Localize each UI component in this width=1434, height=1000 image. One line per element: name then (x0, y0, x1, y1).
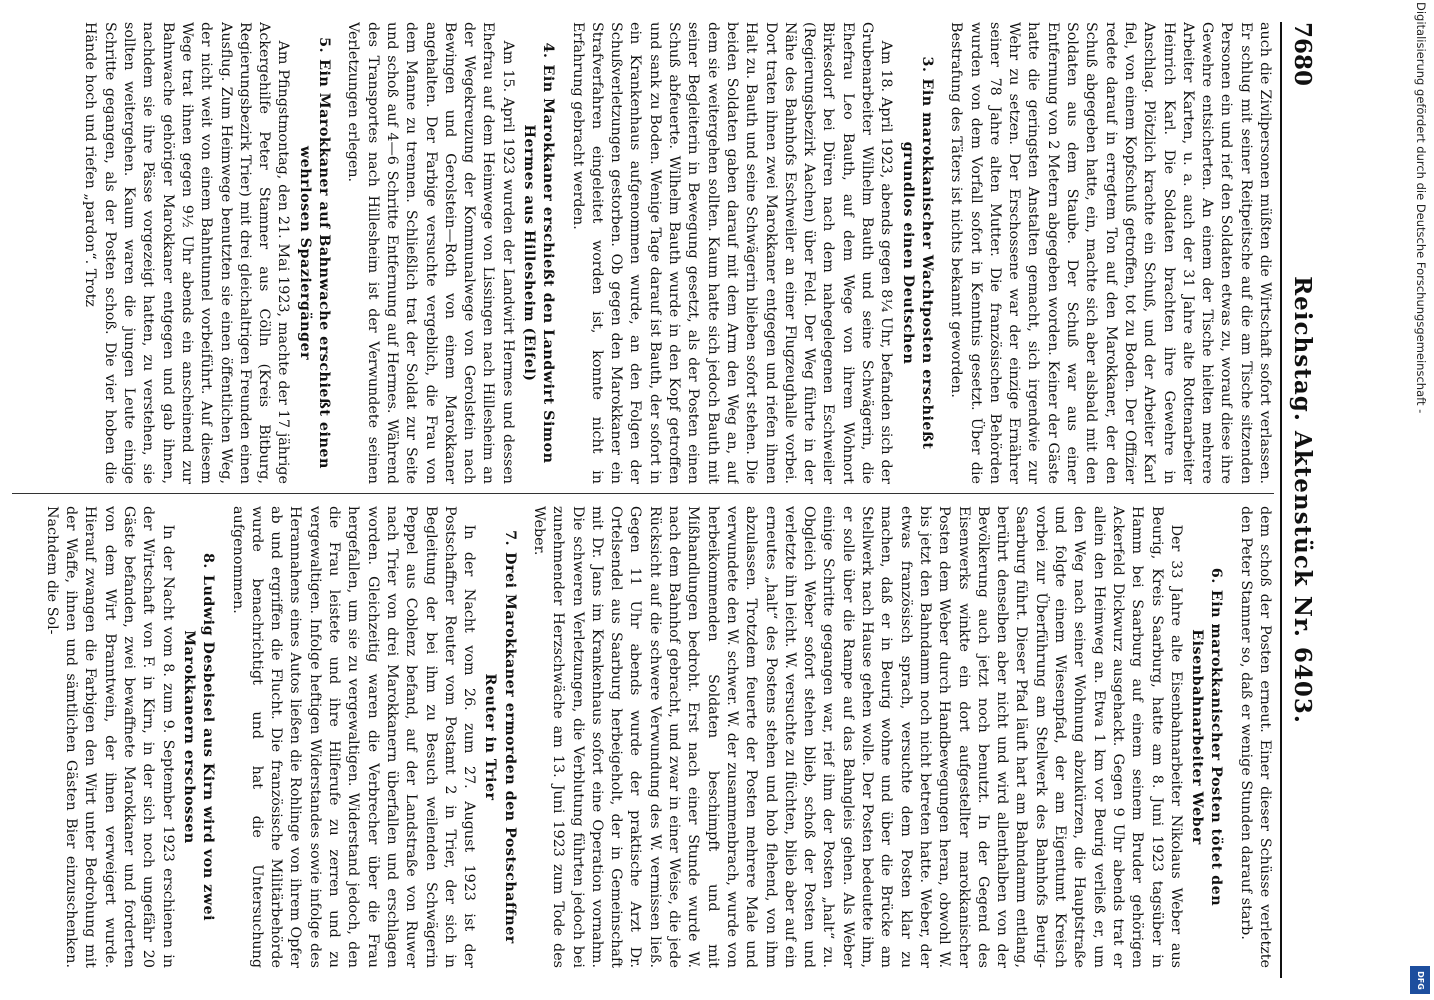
left-column (12, 22, 1274, 484)
paragraph: In der Nacht vom 26. zum 27. August 1923 ist der Postschaffner Reuter vom Postamt 2 in Trier, der sich in Begleitung der bei ihm zu Besuch weilenden Schwägerin Peppel aus Coblenz befand, auf der Landstraße von Ruwer nach Trier von drei Marokkanern überfallen und erschlagen worden. Gleichzeitig waren die Verbrecher über die Frau hergefallen, um sie zu vergewaltigen. Widerstand jedoch, den die Frau leistete und ihre Hilferufe zu zerren und zu vergewaltigen. Infolge heftigen Widerstandes sowie infolge des Herannahens eines Autos ließen die Rohlinge von ihrem Opfer ab und ergriffen die Flucht. Die französische Militärbehörde wurde benachrichtigt und hat die Untersuchung aufgenommen. (229, 506, 478, 968)
section-heading (294, 22, 333, 484)
section-heading (519, 22, 558, 484)
section-heading (1187, 506, 1226, 968)
section-number: 4. (540, 42, 557, 59)
right-column (12, 506, 1274, 968)
section-title: Ein marokkanischer Wachtposten erschießt grundlos einen Deutschen (899, 78, 935, 450)
section-heading (480, 506, 519, 968)
section-title: Ein marokkanischer Posten tötet den Eisenbahnarbeiter Weber (1189, 589, 1225, 907)
section-heading (179, 506, 218, 968)
section-title: Drei Marokkaner ermorden den Postschaffner Reuter in Trier (482, 552, 518, 944)
paragraph: dem schoß der Posten erneut. Einer dieser Schüsse verletzte den Peter Stamner so, daß er wenige Stunden darauf starb. (1237, 506, 1273, 968)
section-title: Ein Marokkaner erschießt den Landwirt Simon Hermes aus Hillesheim (Eifel) (521, 64, 557, 464)
dfg-logo (1410, 966, 1430, 994)
paragraph: Am 18. April 1923, abends gegen 8¼ Uhr, befanden sich der Grubenarbeiter Wilhelm Bauth und seine Schwägerin, die Ehefrau Leo Bauth, auf dem Wege von ihrem Wohnort Birkesdorf bei Düren nach dem nahegelegenen Eschweiler (Regierungsbezirk Aachen) über Feld. Der Weg führte in der Nähe des Bahnhofs Eschweiler an einer Flugzeughalle vorbei. Dort traten ihnen zwei Marokkaner entgegen und riefen ihnen Halt zu. Bauth und seine Schwägerin blieben sofort stehen. Die beiden Soldaten gaben darauf mit dem Arm den Weg an, auf dem sie weitergehen sollten. Kaum hatte sich jedoch Bauth mit seiner Begleiterin in Bewegung gesetzt, als der Posten einen Schuß abfeuerte. Wilhelm Bauth wurde in den Kopf getroffen und sank zu Boden. Wenige Tage darauf ist Bauth, der sofort in ein Krankenhaus aufgenommen wurde, an den Folgen der Schußverletzungen gestorben. Ob gegen den Marokkaner ein Strafverfahren eingeleitet worden ist, konnte nicht in Erfahrung gebracht werden. (569, 22, 895, 484)
paragraph: Der 33 Jahre alte Eisenbahnarbeiter Nikolaus Weber aus Beurig, Kreis Saarburg, hatte am 8. Juni 1923 tagsüber in Hamm bei Saarburg auf einem seinem Bruder gehörigen Ackerfeld Dickwurz ausgehackt. Gegen 9 Uhr abends trat er allein den Heimweg an. Etwa 1 km vor Beurig verließ er, um den Weg nach seiner Wohnung abzukürzen, die Hauptstraße und folgte einem Wiesenpfad, der am Eigentumt Kreisch vorbei zur Überführung am Stellwerk des Bahnhofs Beurig-Saarburg führt. Dieser Pfad läuft hart am Bahndamm entlang, berührt denselben aber nicht und wird allenthalben von der Bevölkerung auch jetzt noch benutzt. In der Gegend des Eisenwerks winkte ein dort aufgestellter marokkanischer Posten dem Weber durch Handbewegungen heran, obwohl W. bis jetzt den Bahndamm noch nicht betreten hatte. Weber, der etwas französisch sprach, versuchte dem Posten klar zu machen, daß er in Beurig wohne und über die Brücke am Stellwerk nach Hause gehen wolle. Der Posten bedeutete ihm, er solle über die Rampe auf das Bahngleis gehen. Als Weber einige Schritte gegangen war, rief ihm der Posten „halt“ zu. Obgleich Weber sofort stehen blieb, schoß der Posten und verletzte ihn leicht. W. versuchte zu flüchten, blieb aber auf ein erneutes „halt“ des Postens stehen und hob flehend, von ihm abzulassen. Trotzdem feuerte der Posten mehrere Male und verwundete den W. schwer. W. der zusammenbrach, wurde von herbeikommenden Soldaten beschimpft und mit Mißhandlungen bedroht. Erst nach einer Stunde wurde W. nach dem Bahnhof gebracht, und zwar in einer Weise, die jede Rücksicht auf die schwere Verwundung des W. vermissen ließ. Gegen 11 Uhr abends wurde der praktische Arzt Dr. Ortelsendel aus Saarburg herbeigeholt, der in Gemeinschaft mit Dr. Jans im Krankenhaus sofort eine Operation vornahm. Die schweren Verletzungen, die Verblutung führten jedoch bei zunehmender Herzschwäche am 13. Juni 1923 zum Tode des Weber. (531, 506, 1184, 968)
page-number: 7680 (1289, 22, 1316, 87)
section-heading (897, 22, 936, 484)
section-number: 7. (501, 530, 518, 547)
paragraph: auch die Zivilpersonen müßten die Wirtschaft sofort verlassen. Er schlug mit seiner Reitpeitsche auf die am Tische sitzenden Personen ein und rief den Soldaten etwas zu, worauf diese ihre Gewehre entsicherten. An einem der Tische hielten mehrere Arbeiter Karten, u. a. auch der 31 Jahre alte Rottenarbeiter Heinrich Karl. Die Soldaten brachten ihre Gewehre in Anschlag. Plötzlich krachte ein Schuß, und der Arbeiter Karl fiel, von einem Kopfschuß getroffen, tot zu Boden. Der Offizier redete darauf in erregtem Ton auf den Marokkaner, der den Schuß abgegeben hatte, ein, machte sich aber alsbald mit den Soldaten aus dem Staube. Der Schuß war aus einer Entfernung von 2 Metern abgegeben worden. Keiner der Gäste hatte die geringsten Anstalten gemacht, sich irgendwie zur Wehr zu setzen. Der Erschossene war der einzige Ernährer seiner 78 Jahre alten Mutter. Die französischen Behörden wurden von dem Vorfall sofort in Kenntnis gesetzt. Über die Bestrafung des Täters ist nichts bekannt geworden. (948, 22, 1273, 484)
section-number: 8. (200, 552, 217, 569)
digitization-credit: Digitalisierung gefördert durch die Deutsche Forschungsgemeinschaft - (1414, 2, 1428, 414)
column-divider (12, 493, 1274, 494)
dfg-logo-text: DFG (1415, 970, 1425, 990)
section-number: 3. (918, 56, 935, 73)
paragraph: In der Nacht vom 8. zum 9. September 1923 erschienen in der Wirtschaft von F. in Kirn, in der sich noch ungefähr 20 Gäste befanden, zwei bewaffnete Marokkaner und forderten von dem Wirt Branntwein, der ihnen verweigert wurde. Hierauf zwangen die Farbigen den Wirt unter Bedrohung mit der Waffe, ihnen und sämtlichen Gästen Bier einzuschenken. Nachdem die Sol- (43, 506, 176, 968)
section-title: Ein Marokkaner auf Bahnwache erschießt einen wehrlosen Spaziergänger (296, 59, 333, 469)
running-title: Reichstag. Aktenstück Nr. 6403. (1289, 276, 1316, 724)
header-rule (1280, 22, 1282, 978)
page-header (1286, 22, 1316, 978)
paragraph: Am 15. April 1923 wurden der Landwirt Hermes und dessen Ehefrau auf dem Heimwege von Lissingen nach Hillesheim an der Wegekreuzung der Kommunalwege von Gerolstein nach Bewingen und Gerolstein—Roth von einem Marokkaner angehalten. Der Farbige versuchte vergeblich, die Frau von dem Manne zu trennen. Schließlich trat der Soldat zur Seite und schoß auf 4—6 Schritte Entfernung auf Hermes. Während des Transportes nach Hillesheim ist der Verwundete seinen Verletzungen erlegen. (345, 22, 516, 484)
section-number: 6. (1208, 567, 1225, 584)
section-number: 5. (316, 37, 333, 54)
section-title: Ludwig Desbeisel aus Kirn wird von zwei Marokkanern erschossen (180, 574, 217, 922)
paragraph: Am Pfingstmontag, den 21. Mai 1923, machte der 17 jährige Ackergehilfe Peter Stamner aus Cölln (Kreis Bitburg, Regierungsbezirk Trier) mit drei gleichaltrigen Freunden einen Ausflug. Zum Heimwege benutzten sie einen öffentlichen Weg, der nicht weit von einem Bahntunnel vorbeiführt. Auf diesem Wege trat ihnen gegen 9½ Uhr abends ein anscheinend zur Bahnwache gehöriger Marokkaner entgegen und gab ihnen, nachdem sie ihre Pässe vorgezeigt hatten, zu verstehen, sie sollten weitergehen. Kaum waren die jungen Leute einige Schritte gegangen, als der Posten schoß. Die vier hoben die Hände hoch und riefen „pardon“. Trotz (82, 22, 292, 484)
